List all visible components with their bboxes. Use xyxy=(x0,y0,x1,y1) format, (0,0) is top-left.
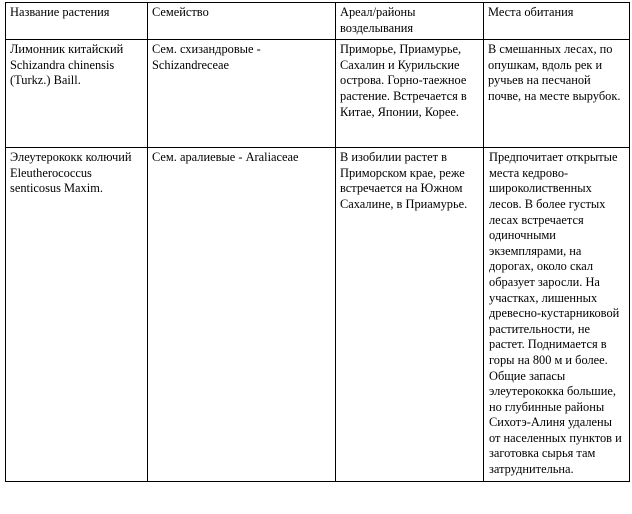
cell-range: Приморье, Приамурье, Сахалин и Курильские острова. Горно-таежное растение. Встречается в Китае, Японии, Корее. xyxy=(336,40,484,148)
cell-range: В изобилии растет в Приморском крае, реже встречается на Южном Сахалине, в Приамурье. xyxy=(336,148,484,481)
header-habitat: Места обитания xyxy=(484,3,630,40)
table-row xyxy=(6,40,630,148)
cell-habitat: Предпочитает открытые места кедрово-широколиственных лесов. В более густых лесах встречается одиночными экземплярами, на дорогах, около скал образует заросли. На участках, лишенных древесно-кустарниковой растительности, не растет. Поднимается в горы на 800 м и более. Общие запасы элеутерококка большие, но глубинные районы Сихотэ-Алиня удалены от населенных пунктов и заготовка сырья там затруднительна. xyxy=(484,148,630,481)
cell-family: Сем. схизандровые - Schizandreceae xyxy=(148,40,336,148)
table-row xyxy=(6,148,630,481)
table-header-row xyxy=(6,3,630,40)
cell-habitat: В смешанных лесах, по опушкам, вдоль рек и ручьев на песчаной почве, на месте вырубок. xyxy=(484,40,630,148)
header-range: Ареал/районы возделывания xyxy=(336,3,484,40)
plants-table xyxy=(5,2,630,482)
cell-family: Сем. аралиевые - Araliaceae xyxy=(148,148,336,481)
header-plant-name: Название растения xyxy=(6,3,148,40)
cell-plant-name: Элеутерококк колючий Eleutherococcus senticosus Maxim. xyxy=(6,148,148,481)
header-family: Семейство xyxy=(148,3,336,40)
cell-plant-name: Лимонник китайский Schizandra chinensis (Turkz.) Baill. xyxy=(6,40,148,148)
